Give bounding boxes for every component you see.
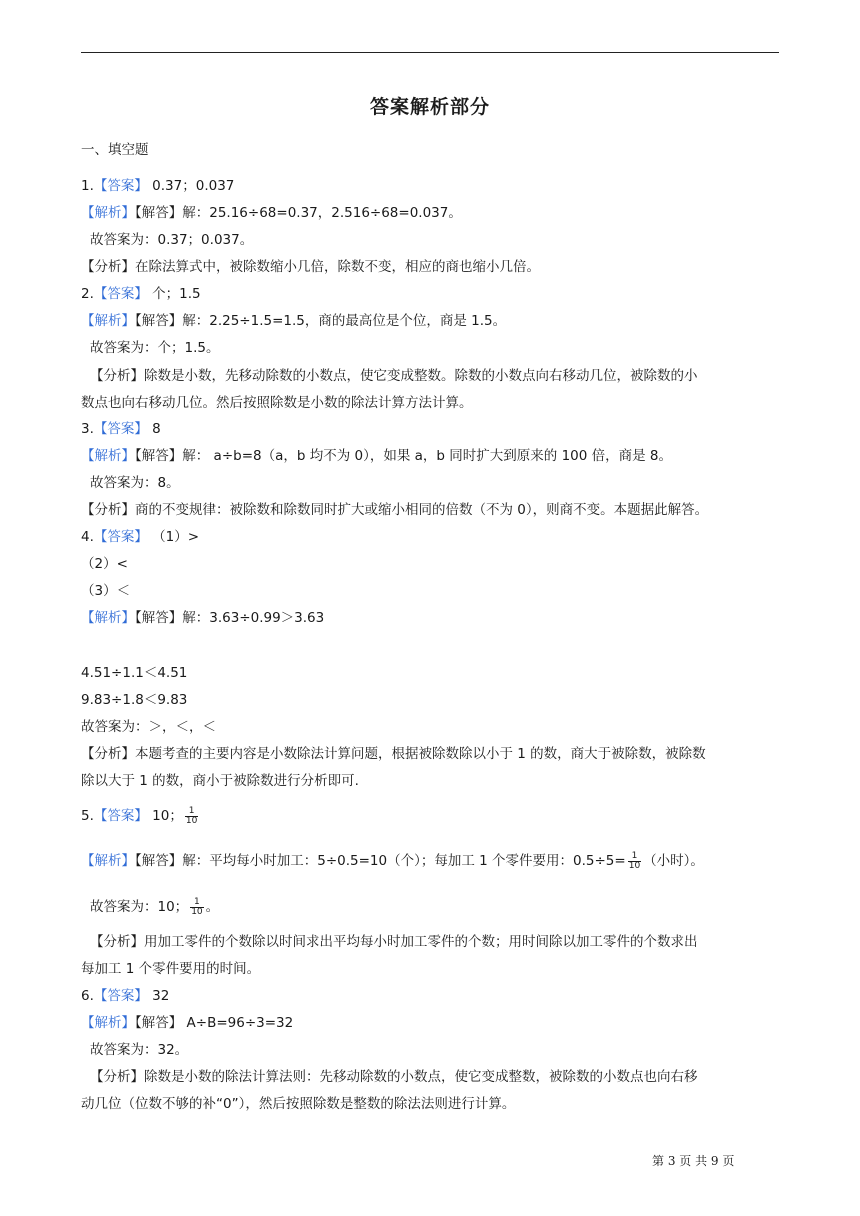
- q5-solution-fraction: [628, 852, 641, 871]
- q1-solution-line: [81, 203, 781, 223]
- fraction-denominator: 10: [185, 815, 198, 826]
- q5-answer-line: [81, 806, 781, 826]
- q1-solution: 【解答】解：25.16÷68=0.37，2.516÷68=0.037。: [135, 205, 462, 221]
- q5-answer: 10；: [147, 808, 183, 824]
- q4-analysis-2: 除以大于 1 的数，商小于被除数进行分析即可.: [81, 773, 359, 789]
- answer-tag: 【答案】: [93, 286, 148, 302]
- q4-solution-line: [81, 608, 781, 628]
- q3-answer: 8: [147, 421, 161, 437]
- q5-solution: 【解答】解：平均每小时加工：5÷0.5=10（个）；每加工 1 个零件要用：0.5÷5=: [135, 853, 626, 869]
- fraction-numerator: 1: [185, 807, 198, 817]
- fraction-denominator: 10: [191, 906, 203, 917]
- jiexi-tag: 【解析】: [81, 610, 135, 626]
- page-title: 答案解析部分: [369, 96, 490, 118]
- jiexi-tag: 【解析】: [81, 853, 135, 869]
- q5-analysis-1: 【分析】用加工零件的个数除以时间求出平均每小时加工零件的个数；用时间除以加工零件的个数求出: [90, 934, 698, 950]
- jiexi-tag: 【解析】: [81, 1015, 135, 1031]
- q3-answer-line: [81, 419, 781, 439]
- q4-number: 4.: [81, 529, 94, 545]
- q5-solution-tail: （小时）。: [643, 853, 704, 869]
- answer-tag: 【答案】: [93, 529, 148, 545]
- q6-analysis-2: 动几位（位数不够的补“0”），然后按照除数是整数的除法法则进行计算。: [81, 1096, 516, 1112]
- q5-final: 故答案为：10；: [90, 899, 189, 915]
- q2-number: 2.: [81, 286, 94, 302]
- q3-final: 故答案为：8。: [90, 475, 180, 491]
- q2-final: 故答案为：个；1.5。: [90, 340, 220, 356]
- jiexi-tag: 【解析】: [81, 205, 135, 221]
- q6-solution: 【解答】 A÷B=96÷3=32: [135, 1015, 294, 1031]
- q4-calc-2: 4.51÷1.1＜4.51: [81, 665, 188, 681]
- jiexi-tag: 【解析】: [81, 313, 135, 329]
- answer-tag: 【答案】: [93, 808, 148, 824]
- q6-answer-line: [81, 986, 781, 1006]
- answer-tag: 【答案】: [93, 421, 148, 437]
- q4-answer: （1）>: [147, 529, 200, 545]
- header-rule: [81, 52, 779, 53]
- q6-final: 故答案为：32。: [90, 1042, 189, 1058]
- fraction-numerator: 1: [628, 852, 641, 862]
- q3-analysis: 【分析】商的不变规律：被除数和除数同时扩大或缩小相同的倍数（不为 0），则商不变。本题据此解答。: [81, 502, 709, 518]
- q2-answer-line: [81, 284, 781, 304]
- q1-final: 故答案为：0.37；0.037。: [90, 232, 254, 248]
- q6-answer: 32: [147, 988, 170, 1004]
- answer-tag: 【答案】: [93, 178, 148, 194]
- q4-final: 故答案为：＞，＜，＜: [81, 719, 216, 735]
- q2-answer: 个；1.5: [147, 286, 201, 302]
- q4-answer-3: （3）＜: [81, 583, 131, 599]
- q5-final-line: [90, 897, 790, 917]
- q5-final-fraction: [190, 898, 203, 917]
- q1-number: 1.: [81, 178, 94, 194]
- jiexi-tag: 【解析】: [81, 448, 135, 464]
- page-footer: 第 3 页 共 9 页: [652, 1154, 735, 1168]
- q6-solution-line: [81, 1013, 781, 1033]
- q2-solution-line: [81, 311, 781, 331]
- q3-number: 3.: [81, 421, 94, 437]
- q4-analysis-1: 【分析】本题考查的主要内容是小数除法计算问题，根据被除数除以小于 1 的数，商大于被除数，被除数: [81, 746, 706, 762]
- q5-final-tail: 。: [205, 899, 220, 915]
- q5-answer-fraction: [185, 807, 198, 826]
- q3-solution-line: [81, 446, 781, 466]
- q2-analysis-1: 【分析】除数是小数，先移动除数的小数点，使它变成整数。除数的小数点向右移动几位，被除数的小: [90, 368, 698, 384]
- q1-analysis: 【分析】在除法算式中，被除数缩小几倍，除数不变，相应的商也缩小几倍。: [81, 259, 540, 275]
- answer-tag: 【答案】: [93, 988, 148, 1004]
- q6-analysis-1: 【分析】除数是小数的除法计算法则：先移动除数的小数点，使它变成整数，被除数的小数点也向右移: [90, 1069, 698, 1085]
- q5-number: 5.: [81, 808, 94, 824]
- q4-solution: 【解答】解：3.63÷0.99＞3.63: [135, 610, 325, 626]
- q5-solution-line: [81, 851, 781, 871]
- q2-analysis-2: 数点也向右移动几位。然后按照除数是小数的除法计算方法计算。: [81, 395, 473, 411]
- q3-solution: 【解答】解： a÷b=8（a，b 均不为 0），如果 a，b 同时扩大到原来的 100 倍，商是 8。: [135, 448, 673, 464]
- q2-solution: 【解答】解：2.25÷1.5=1.5，商的最高位是个位，商是 1.5。: [135, 313, 507, 329]
- q4-answer-2: （2）<: [81, 556, 128, 572]
- q4-answer-line: [81, 527, 781, 547]
- q1-answer-line: [81, 176, 781, 196]
- fraction-denominator: 10: [628, 860, 641, 871]
- q5-analysis-2: 每加工 1 个零件要用的时间。: [81, 961, 261, 977]
- q1-answer: 0.37；0.037: [147, 178, 235, 194]
- section-heading: 一、填空题: [81, 142, 149, 158]
- q4-calc-3: 9.83÷1.8＜9.83: [81, 692, 188, 708]
- fraction-numerator: 1: [190, 898, 203, 908]
- q6-number: 6.: [81, 988, 94, 1004]
